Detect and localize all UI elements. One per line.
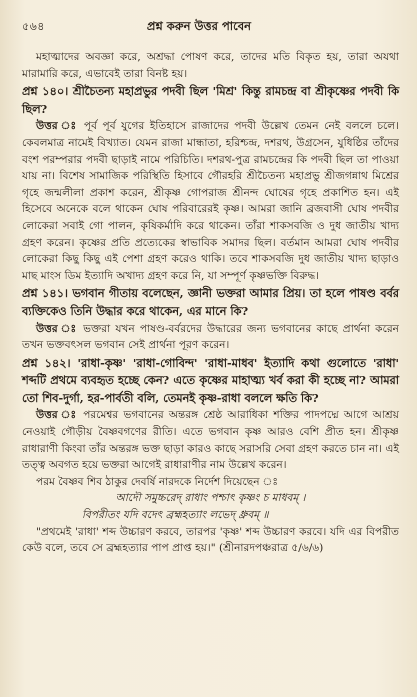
page-body: [22, 49, 399, 557]
page-header: [22, 18, 399, 37]
answer-label: উত্তর ঃ: [36, 322, 78, 335]
intro-paragraph: মহাত্মাদের অবজ্ঞা করে, অশ্রদ্ধা পোষণ করে, তাদের মতি বিকৃত হয়, তারা অযথা মারামারি করে, এভাবেই তারা বিনষ্ট হয়।: [22, 51, 399, 80]
question-text: 'রাধা-কৃষ্ণ' 'রাধা-গোবিন্দ' 'রাধা-মাধব' ইত্যাদি কথা গুলোতে 'রাধা' শব্দটি প্রথমে ব্যবহৃত হচ্ছে কেন? এতে কৃষ্ণের মাহাত্ম্য খর্ব করা কী হচ্ছে না? আমরা তো শিব-দুর্গা, হর-পার্বতী বলি, তেমনই কৃষ্ণ-রাধা বললে ক্ষতি কি?: [22, 355, 399, 405]
question-label: প্রশ্ন ১৪১।: [22, 286, 68, 301]
question-141: [22, 285, 399, 320]
page-number: ৫৬৪: [22, 20, 45, 33]
answer-label: উত্তর ঃ: [36, 120, 79, 133]
answer-text: পূর্ব পূর্ব যুগের ইতিহাসে রাজাদের পদবী উল্লেখ তেমন নেই বললে চলে। কেবলমাত্র নামেই বিখ্যাত। যেমন রাজা মান্ধাতা, হরিশ্চন্দ্র, দশরথ, উগ্রসেন, যুধিষ্ঠির তাঁদের বংশ পরম্পরার পদবী ছাড়াই নামে পরিচিতি। দশরথ-পুত্র রামচন্দ্রের কি পদবী ছিল তা পাওয়া যায় না। বিশেষ সামাজিক পরিস্থিতি হিসাবে গৌরহরি শ্রীচৈতন্য মহাপ্রভু শ্রীজগন্নাথ মিশ্রের গৃহে জন্মলীলা প্রকাশ করেন, শ্রীকৃষ্ণ গোপরাজ শ্রীনন্দ ঘোষের গৃহে প্রকাশিত হন। এই হিসেবে অনেকে বলে থাকেন ঘোষ পরিবারেরই কৃষ্ণ। আমরা জানি ব্রজবাসী ঘোষ পদবীর লোকেরা সবাই গো পালন, কৃষিকর্মাদি করে থাকেন। তাঁরা শাকসবজি ও দুধ জাতীয় খাদ্য গ্রহণ করেন। কৃষ্ণের প্রতি প্রত্যেকের স্বাভাবিক সমাদর ছিল। বর্তমান আমরা ঘোষ পদবীর লোকেরা কিছু কিছু এই পেশা গ্রহণ করেও থাকি। তবে শাকসবজি দুধ জাতীয় খাদ্য ছাড়াও মাছ মাংস ডিম ইত্যাদি অখাদ্য গ্রহণ করে নি, যা সম্পূর্ণ কৃষ্ণভক্তি বিরুদ্ধ।: [22, 120, 399, 282]
question-label: প্রশ্ন ১৪০।: [22, 84, 69, 99]
question-142: [22, 355, 399, 408]
closing-paragraph: "প্রথমেই 'রাধা' শব্দ উচ্চারণ করবে, তারপর 'কৃষ্ণ' শব্দ উচ্চারণ করবে। যদি এর বিপরীত কেউ বলে, তবে সে ব্রহ্মহত্যার পাপ প্রাপ্ত হয়।" (শ্রীনারদপঞ্চরাত্র ৫/৬/৬): [22, 525, 399, 555]
answer-text: পরমেশ্বর ভগবানের অন্তরঙ্গ শ্রেষ্ঠ আরাধিকা শক্তির পাদপদ্মে আগে আশ্রয় নেওয়াই গৌড়ীয় বৈষ্ণবগণের রীতি। এতে ভগবান কৃষ্ণ আরও বেশি প্রীত হন। শ্রীকৃষ্ণ রাধারাণী কিংবা তাঁর অন্তরঙ্গ ভক্ত ছাড়া কারও কাছে সরাসরি সেবা গ্রহণ করতে চান না। এই তত্ত্ব অবগত হয়ে ভক্তরা আগেই রাধারাণীর নাম উল্লেখ করেন।: [22, 409, 399, 472]
question-label: প্রশ্ন ১৪২।: [22, 355, 71, 370]
verse-line-1: আদৌ সমুচ্চরেদ্ রাধাং পশ্চাৎ কৃষ্ণং চ মাধবম্ ।: [115, 492, 306, 505]
question-140: [22, 83, 399, 118]
answer-label: উত্তর ঃ: [36, 409, 78, 422]
answer-140: [22, 118, 399, 284]
answer-141: [22, 321, 399, 354]
question-text: শ্রীচৈতন্য মহাপ্রভুর পদবী ছিল 'মিশ্র' কিন্তু রামচন্দ্র বা শ্রীকৃষ্ণের পদবী কি ছিল?: [22, 84, 399, 116]
verse-line-2: বিপরীতং যদি বদেৎ ব্রহ্মহত্যাং লভেদ্ ধ্রুবম্ ॥: [82, 509, 269, 522]
quote-intro: পরম বৈষ্ণব শিব ঠাকুর দেবর্ষি নারদকে নির্দেশ দিয়েছেন ঃ: [36, 475, 279, 488]
answer-142: [22, 407, 399, 473]
answer-text: ভক্তরা যখন পাষণ্ড-বর্বরদের উদ্ধারের জন্য ভগবানের কাছে প্রার্থনা করেন তখন ভক্তবৎসল ভগবান সেই প্রার্থনা পূরণ করেন।: [22, 322, 399, 352]
question-text: ভগবান গীতায় বলেছেন, জ্ঞানী ভক্তরা আমার প্রিয়। তা হলে পাষণ্ড বর্বর ব্যক্তিকেও তিনি উদ্ধার করে থাকেন, এর মানে কি?: [22, 286, 399, 318]
running-title: প্রশ্ন করুন উত্তর পাবেন: [146, 19, 252, 33]
